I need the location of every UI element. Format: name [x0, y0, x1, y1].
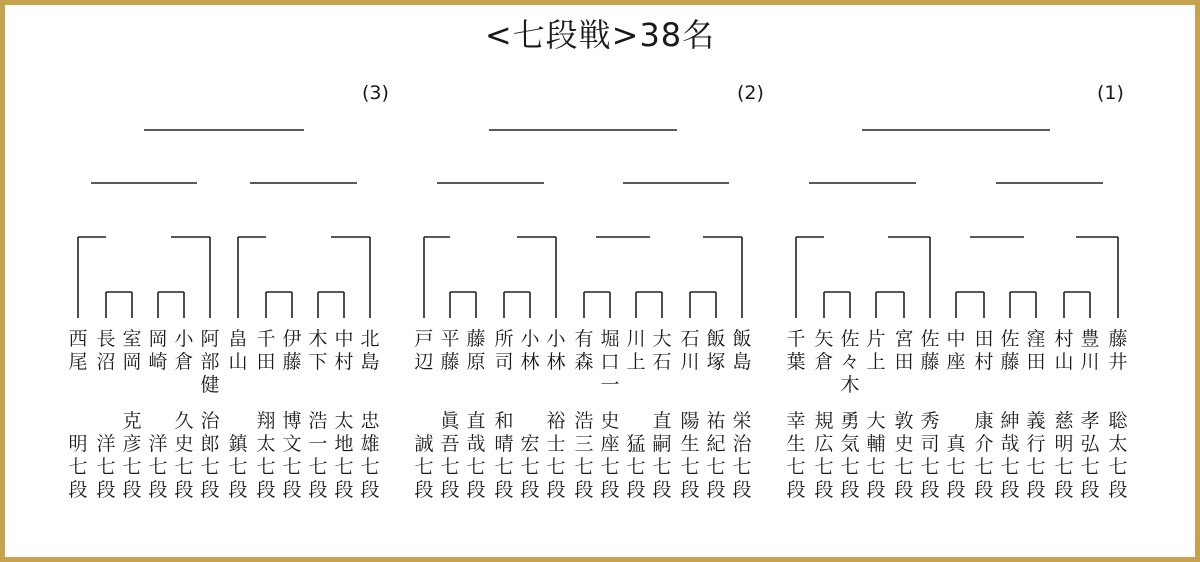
player-given-name: 克 彦	[122, 410, 142, 455]
player-given-name: 陽 生	[680, 410, 700, 455]
player-surname: 川 上	[626, 328, 646, 373]
player-rank: 七 段	[626, 456, 646, 501]
player-surname: 窪 田	[1026, 328, 1046, 373]
player-surname: 矢 倉	[814, 328, 834, 373]
player-rank: 七 段	[308, 456, 328, 501]
player-given-name: 幸 生	[786, 410, 806, 455]
player-surname: 畠 山	[228, 328, 248, 373]
player-rank: 七 段	[920, 456, 940, 501]
player-rank: 七 段	[732, 456, 752, 501]
player-given-name: 慈 明	[1054, 410, 1074, 455]
player-surname: 所 司	[494, 328, 514, 373]
player-given-name: 明	[68, 433, 88, 455]
player-given-name: 秀 司	[920, 410, 940, 455]
player-given-name: 裕 士	[546, 410, 566, 455]
player-entry	[863, 328, 889, 500]
player-given-name: 忠 雄	[360, 410, 380, 455]
player-surname: 千 葉	[786, 328, 806, 373]
player-rank: 七 段	[706, 456, 726, 501]
player-rank: 七 段	[1080, 456, 1100, 501]
player-entry	[517, 328, 543, 500]
player-surname: 佐 藤	[920, 328, 940, 373]
player-surname: 阿 部 健	[200, 328, 220, 396]
player-rank: 七 段	[1000, 456, 1020, 501]
player-rank: 七 段	[840, 456, 860, 501]
player-rank: 七 段	[414, 456, 434, 501]
player-entry	[119, 328, 145, 500]
player-surname: 宮 田	[894, 328, 914, 373]
player-given-name: 史 座	[600, 410, 620, 455]
player-given-name: 真	[946, 433, 966, 455]
player-surname: 伊 藤	[282, 328, 302, 373]
player-surname: 田 村	[974, 328, 994, 373]
player-entry	[597, 328, 623, 500]
player-given-name: 敦 史	[894, 410, 914, 455]
player-entry	[623, 328, 649, 500]
player-entry	[145, 328, 171, 500]
player-surname: 佐 々 木	[840, 328, 860, 396]
player-given-name: 和 晴	[494, 410, 514, 455]
player-rank: 七 段	[974, 456, 994, 501]
player-entry	[543, 328, 569, 500]
player-surname: 中 村	[334, 328, 354, 373]
player-rank: 七 段	[866, 456, 886, 501]
player-entry	[1051, 328, 1077, 500]
player-entry	[1105, 328, 1131, 500]
player-given-name: 洋	[148, 433, 168, 455]
player-entry	[997, 328, 1023, 500]
player-entry	[171, 328, 197, 500]
player-entry	[411, 328, 437, 500]
player-rank: 七 段	[574, 456, 594, 501]
player-given-name: 直 嗣	[652, 410, 672, 455]
player-rank: 七 段	[814, 456, 834, 501]
player-given-name: 誠	[414, 433, 434, 455]
player-given-name: 治 郎	[200, 410, 220, 455]
player-rank: 七 段	[1108, 456, 1128, 501]
block-label-3: (3)	[362, 82, 389, 104]
player-surname: 木 下	[308, 328, 328, 373]
player-entry	[837, 328, 863, 500]
player-given-name: 太 地	[334, 410, 354, 455]
player-surname: 片 上	[866, 328, 886, 373]
player-given-name: 久 史	[174, 410, 194, 455]
player-rank: 七 段	[282, 456, 302, 501]
player-entry	[943, 328, 969, 500]
player-entry	[253, 328, 279, 500]
player-entry	[93, 328, 119, 500]
player-given-name: 大 輔	[866, 410, 886, 455]
player-given-name: 翔 太	[256, 410, 276, 455]
player-rank: 七 段	[652, 456, 672, 501]
player-given-name: 鎮	[228, 433, 248, 455]
player-entry	[357, 328, 383, 500]
player-entry	[891, 328, 917, 500]
player-rank: 七 段	[200, 456, 220, 501]
player-surname: 長 沼	[96, 328, 116, 373]
player-given-name: 勇 気	[840, 410, 860, 455]
player-given-name: 聡 太	[1108, 410, 1128, 455]
player-given-name: 規 広	[814, 410, 834, 455]
player-entry	[1077, 328, 1103, 500]
player-rank: 七 段	[894, 456, 914, 501]
player-surname: 堀 口 一	[600, 328, 620, 396]
player-rank: 七 段	[148, 456, 168, 501]
player-rank: 七 段	[228, 456, 248, 501]
player-rank: 七 段	[680, 456, 700, 501]
player-surname: 藤 原	[466, 328, 486, 373]
player-given-name: 洋	[96, 433, 116, 455]
player-given-name: 孝 弘	[1080, 410, 1100, 455]
player-surname: 室 岡	[122, 328, 142, 373]
player-surname: 石 川	[680, 328, 700, 373]
player-entry	[703, 328, 729, 500]
player-entry	[65, 328, 91, 500]
player-given-name: 祐 紀	[706, 410, 726, 455]
player-entry	[649, 328, 675, 500]
player-surname: 大 石	[652, 328, 672, 373]
player-rank: 七 段	[600, 456, 620, 501]
player-given-name: 猛	[626, 433, 646, 455]
player-given-name: 直 哉	[466, 410, 486, 455]
player-given-name: 博 文	[282, 410, 302, 455]
player-rank: 七 段	[786, 456, 806, 501]
player-surname: 岡 崎	[148, 328, 168, 373]
player-surname: 飯 島	[732, 328, 752, 373]
player-entry	[917, 328, 943, 500]
player-rank: 七 段	[256, 456, 276, 501]
player-given-name: 宏	[520, 433, 540, 455]
player-entry	[463, 328, 489, 500]
player-surname: 藤 井	[1108, 328, 1128, 373]
player-entry	[783, 328, 809, 500]
player-rank: 七 段	[360, 456, 380, 501]
page-title: <七段戦>38名	[484, 16, 716, 54]
block-label-2: (2)	[737, 82, 764, 104]
player-rank: 七 段	[96, 456, 116, 501]
player-entry	[811, 328, 837, 500]
player-rank: 七 段	[946, 456, 966, 501]
player-given-name: 浩 三	[574, 410, 594, 455]
block-label-1: (1)	[1097, 82, 1124, 104]
player-surname: 中 座	[946, 328, 966, 373]
player-rank: 七 段	[440, 456, 460, 501]
player-entry	[677, 328, 703, 500]
player-rank: 七 段	[68, 456, 88, 501]
player-surname: 平 藤	[440, 328, 460, 373]
player-rank: 七 段	[1026, 456, 1046, 501]
player-surname: 北 島	[360, 328, 380, 373]
player-entry	[279, 328, 305, 500]
player-rank: 七 段	[122, 456, 142, 501]
player-surname: 西 尾	[68, 328, 88, 373]
player-rank: 七 段	[174, 456, 194, 501]
player-surname: 佐 藤	[1000, 328, 1020, 373]
player-rank: 七 段	[520, 456, 540, 501]
player-given-name: 浩 一	[308, 410, 328, 455]
player-surname: 戸 辺	[414, 328, 434, 373]
player-surname: 小 倉	[174, 328, 194, 373]
player-entry	[491, 328, 517, 500]
player-surname: 村 山	[1054, 328, 1074, 373]
player-entry	[437, 328, 463, 500]
player-rank: 七 段	[466, 456, 486, 501]
player-given-name: 義 行	[1026, 410, 1046, 455]
player-entry	[571, 328, 597, 500]
player-given-name: 紳 哉	[1000, 410, 1020, 455]
player-entry	[1023, 328, 1049, 500]
player-entry	[225, 328, 251, 500]
player-rank: 七 段	[334, 456, 354, 501]
player-entry	[729, 328, 755, 500]
player-given-name: 栄 治	[732, 410, 752, 455]
player-rank: 七 段	[1054, 456, 1074, 501]
player-surname: 小 林	[520, 328, 540, 373]
player-rank: 七 段	[546, 456, 566, 501]
player-surname: 有 森	[574, 328, 594, 373]
player-surname: 千 田	[256, 328, 276, 373]
player-given-name: 眞 吾	[440, 410, 460, 455]
player-given-name: 康 介	[974, 410, 994, 455]
player-rank: 七 段	[494, 456, 514, 501]
player-entry	[197, 328, 223, 500]
player-entry	[331, 328, 357, 500]
player-entry	[305, 328, 331, 500]
player-surname: 飯 塚	[706, 328, 726, 373]
player-surname: 豊 川	[1080, 328, 1100, 373]
player-surname: 小 林	[546, 328, 566, 373]
player-entry	[971, 328, 997, 500]
